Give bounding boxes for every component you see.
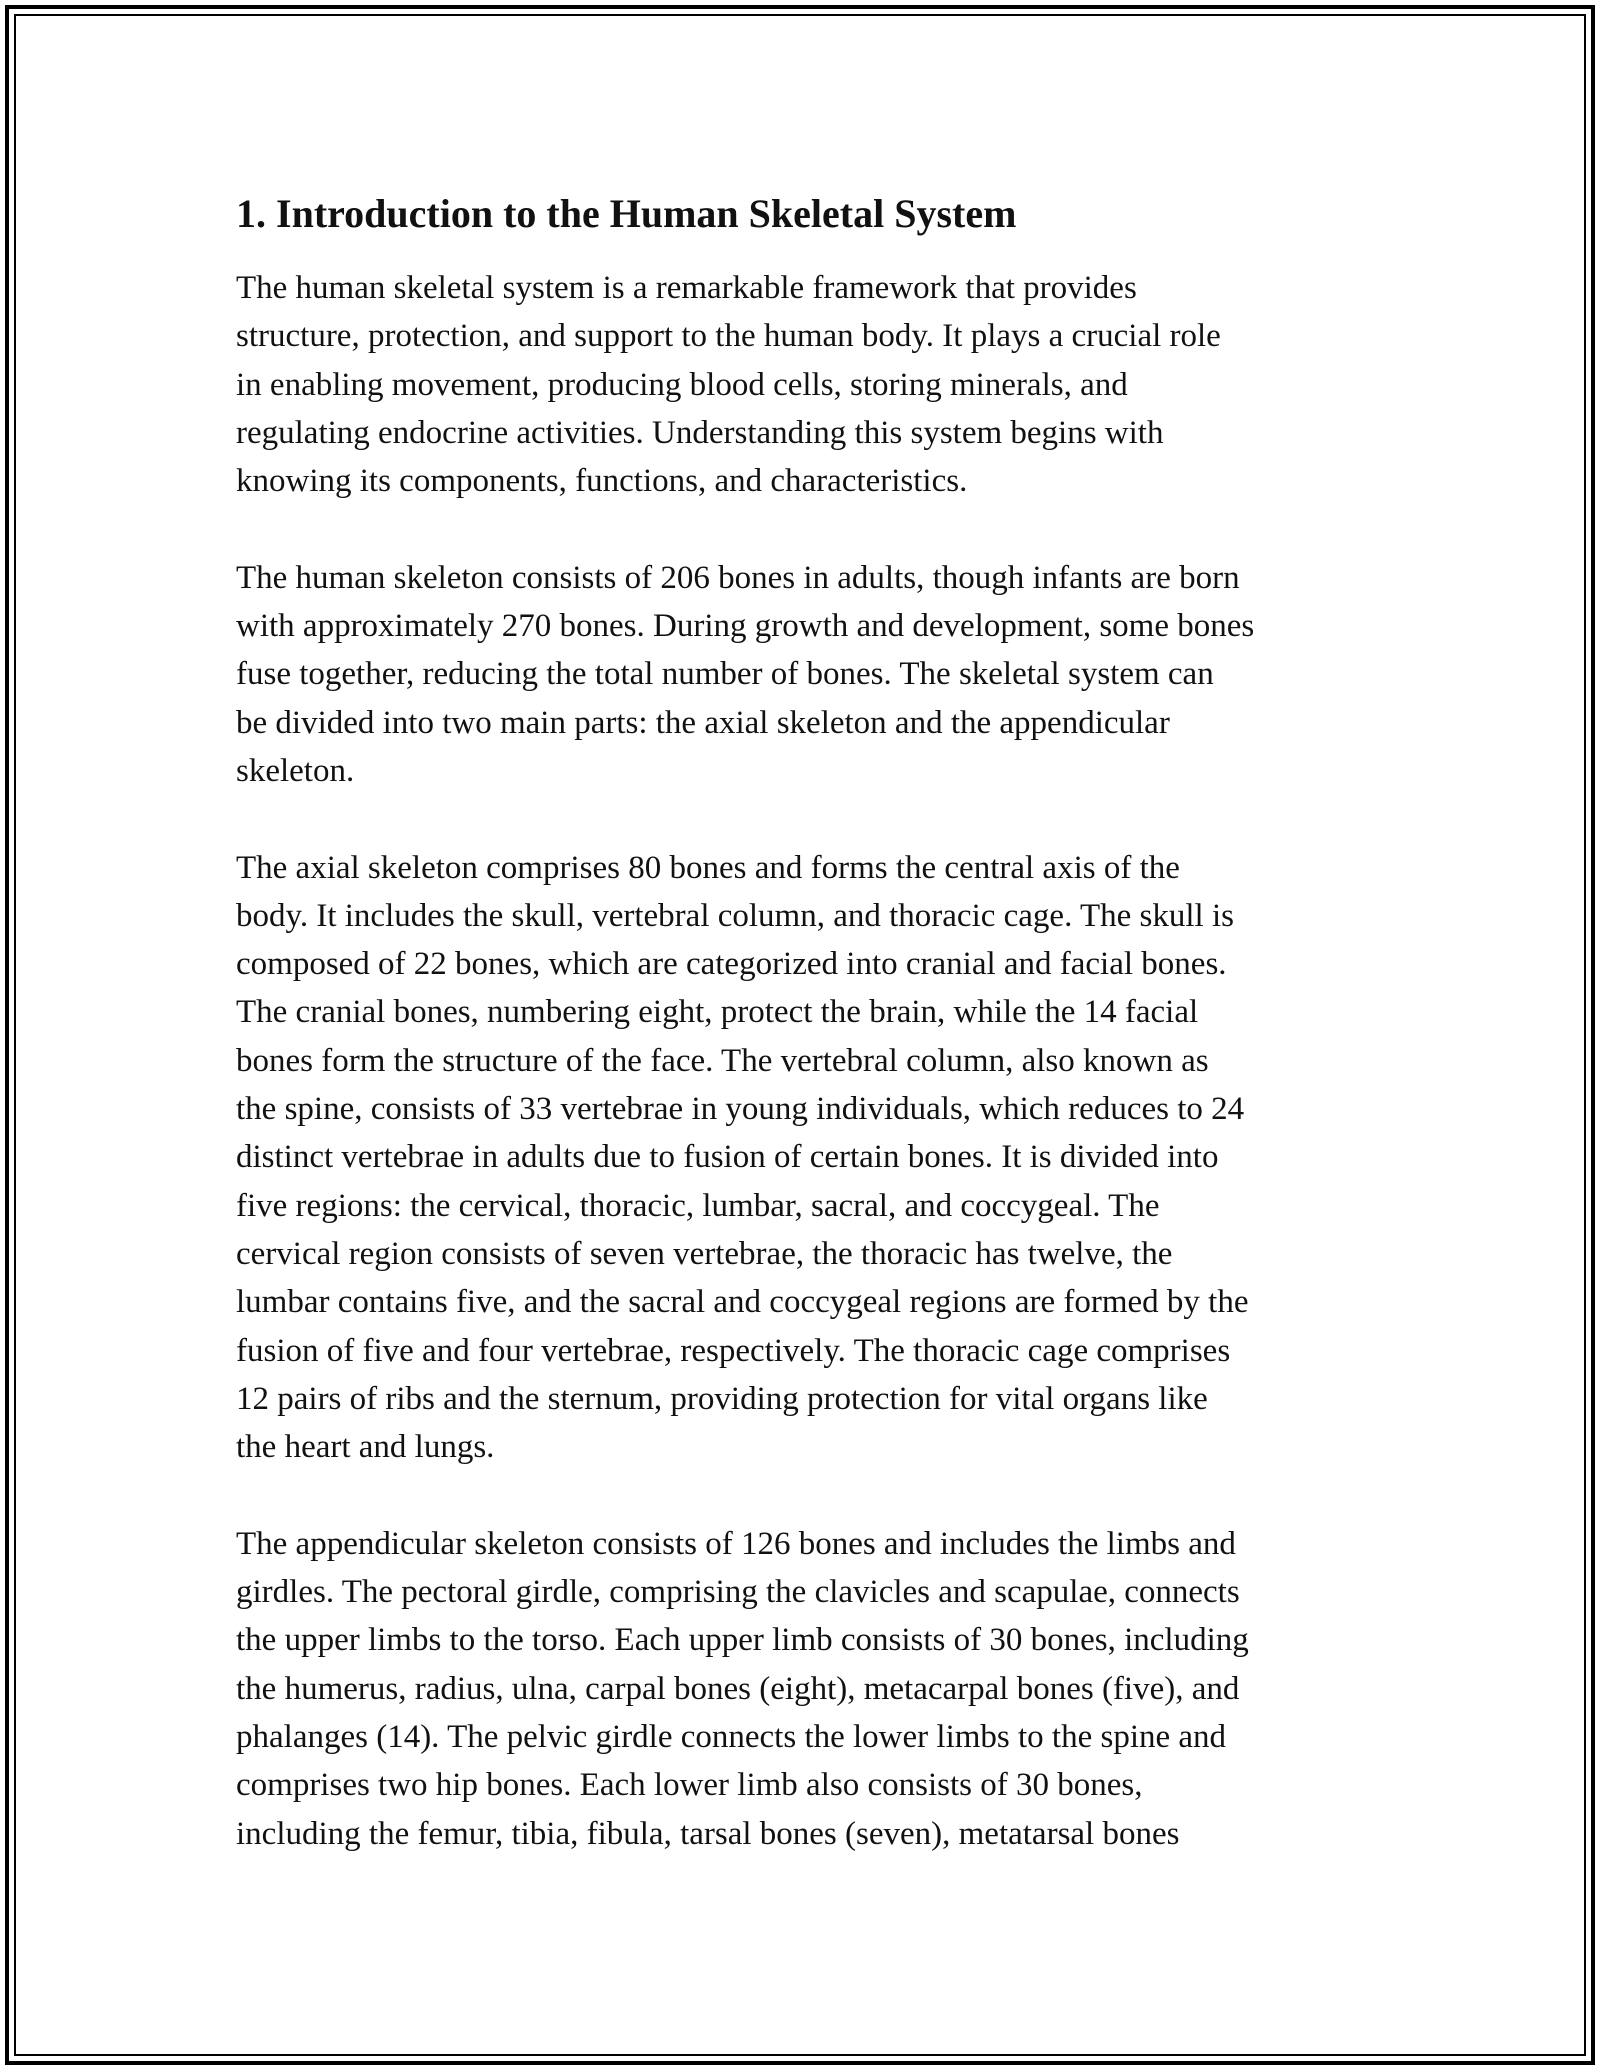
paragraph-line: composed of 22 bones, which are categorized into cranial and facial bones. <box>236 946 1227 983</box>
paragraph-line: The human skeletal system is a remarkable framework that provides <box>236 270 1137 306</box>
paragraph-line: The cranial bones, numbering eight, protect the brain, while the 14 facial <box>236 994 1199 1031</box>
paragraph <box>236 554 1376 795</box>
paragraph-line: knowing its components, functions, and characteristics. <box>236 463 968 500</box>
paragraph-container <box>236 264 1376 1858</box>
paragraph-line: be divided into two main parts: the axial skeleton and the appendicular <box>236 704 1170 741</box>
paragraph-line: structure, protection, and support to the human body. It plays a crucial role <box>236 318 1221 355</box>
paragraph-line: the humerus, radius, ulna, carpal bones (eight), metacarpal bones (five), and <box>236 1670 1240 1707</box>
paragraph-line: the upper limbs to the torso. Each upper limb consists of 30 bones, including <box>236 1622 1249 1659</box>
paragraph-line: The appendicular skeleton consists of 126 bones and includes the limbs and <box>236 1525 1236 1562</box>
paragraph-line: cervical region consists of seven vertebrae, the thoracic has twelve, the <box>236 1235 1173 1272</box>
paragraph <box>236 844 1376 1472</box>
paragraph-line: including the femur, tibia, fibula, tarsal bones (seven), metatarsal bones <box>236 1815 1180 1852</box>
paragraph-line: distinct vertebrae in adults due to fusion of certain bones. It is divided into <box>236 1139 1219 1176</box>
paragraph-line: skeleton. <box>236 752 355 789</box>
paragraph-line: girdles. The pectoral girdle, comprising the clavicles and scapulae, connects <box>236 1574 1240 1611</box>
section-heading: 1. Introduction to the Human Skeletal System <box>236 191 1017 236</box>
paragraph-line: 12 pairs of ribs and the sternum, providing protection for vital organs like <box>236 1380 1208 1417</box>
paragraph-line: body. It includes the skull, vertebral column, and thoracic cage. The skull is <box>236 897 1234 934</box>
paragraph-line: The axial skeleton comprises 80 bones and forms the central axis of the <box>236 849 1180 886</box>
paragraph-line: regulating endocrine activities. Understanding this system begins with <box>236 414 1164 451</box>
paragraph-line: fusion of five and four vertebrae, respectively. The thoracic cage comprises <box>236 1332 1231 1369</box>
document-body <box>236 190 1376 1906</box>
paragraph-line: with approximately 270 bones. During growth and development, some bones <box>236 608 1255 645</box>
paragraph-line: The human skeleton consists of 206 bones in adults, though infants are born <box>236 559 1240 596</box>
paragraph-line: in enabling movement, producing blood cells, storing minerals, and <box>236 366 1128 403</box>
paragraph-line: the spine, consists of 33 vertebrae in young individuals, which reduces to 24 <box>236 1091 1245 1128</box>
paragraph-line: phalanges (14). The pelvic girdle connects the lower limbs to the spine and <box>236 1718 1227 1755</box>
paragraph-line: fuse together, reducing the total number of bones. The skeletal system can <box>236 656 1214 693</box>
paragraph <box>236 264 1376 505</box>
paragraph-line: lumbar contains five, and the sacral and coccygeal regions are formed by the <box>236 1284 1249 1321</box>
paragraph <box>236 1520 1376 1858</box>
paragraph-line: comprises two hip bones. Each lower limb also consists of 30 bones, <box>236 1767 1143 1804</box>
paragraph-line: bones form the structure of the face. The vertebral column, also known as <box>236 1042 1209 1079</box>
paragraph-line: five regions: the cervical, thoracic, lumbar, sacral, and coccygeal. The <box>236 1187 1160 1224</box>
paragraph-line: the heart and lungs. <box>236 1429 495 1466</box>
